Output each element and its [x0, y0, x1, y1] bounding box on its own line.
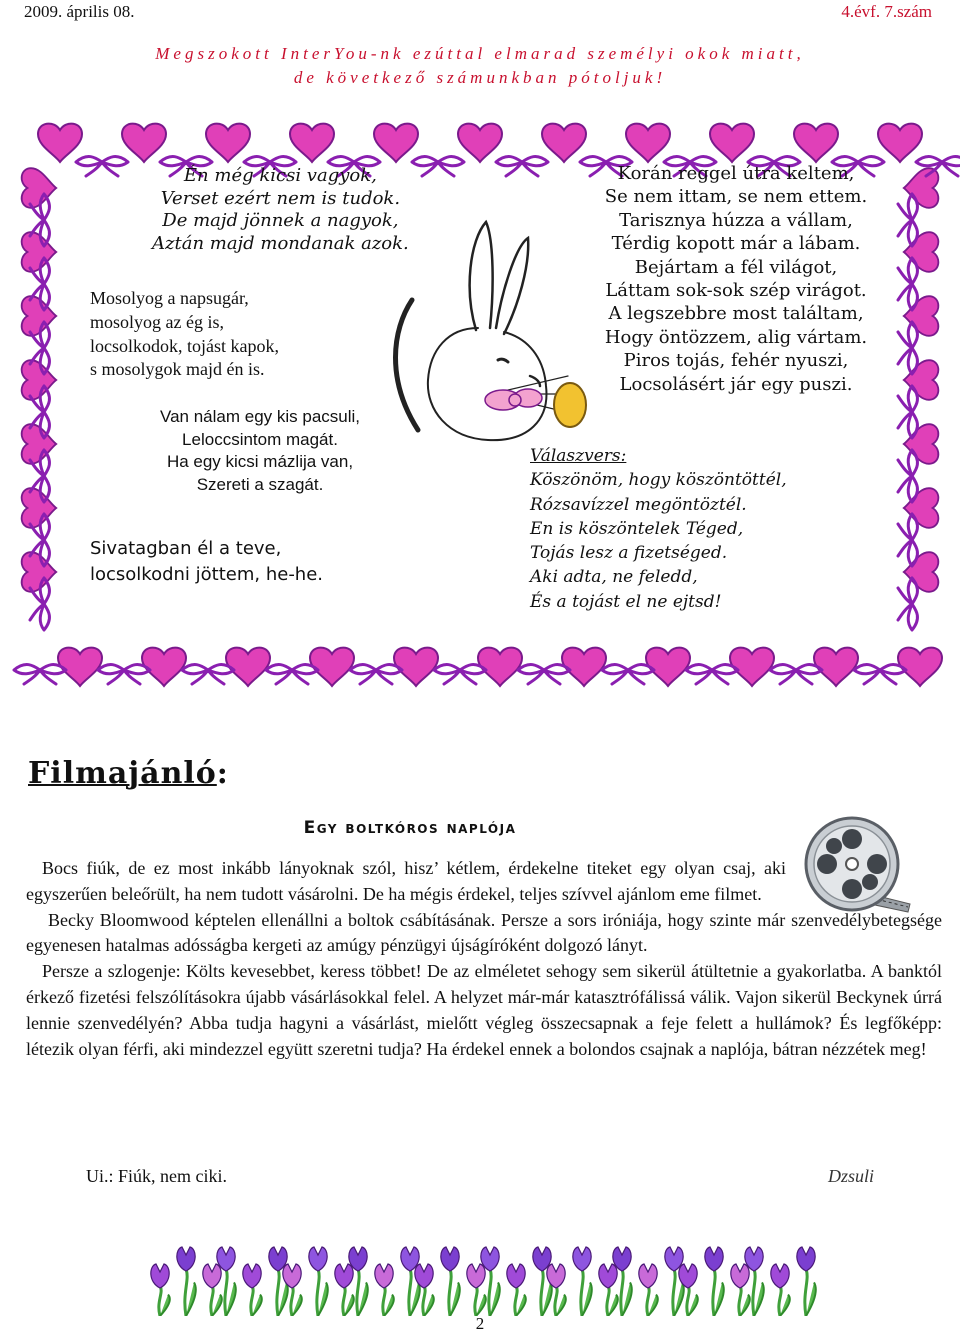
- ribbon-bow-decoration: [182, 665, 234, 684]
- poem-line: Se nem ittam, se nem ettem.: [604, 186, 868, 208]
- heart-decoration: [58, 648, 102, 686]
- ribbon-bow-decoration: [412, 157, 464, 176]
- crocus-bloom: [731, 1264, 749, 1288]
- poem-line: A legszebbre most találtam,: [608, 303, 864, 325]
- crocus-flower-border: [20, 1216, 940, 1316]
- poem-line: locsolkodok, tojást kapok,: [90, 335, 279, 356]
- flower-stem: [687, 1286, 689, 1316]
- film-title: Egy boltkóros naplója: [303, 818, 517, 838]
- heart-decoration: [226, 648, 270, 686]
- flower-stem: [409, 1269, 411, 1316]
- crocus-bloom: [467, 1264, 485, 1288]
- ribbon-bow-decoration: [518, 665, 570, 684]
- poem-line: s mosolygok majd én is.: [90, 359, 265, 380]
- poem-line: Locsolásért jár egy puszi.: [619, 373, 853, 395]
- flower-stem: [621, 1269, 623, 1316]
- heart-decoration: [142, 648, 186, 686]
- ribbon-bow-decoration: [770, 665, 822, 684]
- ribbon-bow-decoration: [898, 194, 917, 246]
- poem-line: Van nálam egy kis pacsuli,: [160, 407, 361, 426]
- flower-stem: [739, 1286, 741, 1316]
- poem-line: Bejártam a fél világot,: [634, 256, 838, 278]
- ribbon-bow-decoration: [434, 665, 486, 684]
- heart-decoration: [542, 124, 586, 162]
- heart-decoration: [898, 648, 942, 686]
- heart-decoration: [22, 424, 57, 464]
- ribbon-bow-decoration: [898, 450, 917, 502]
- reply-poem-label: Válaszvers:: [530, 446, 627, 466]
- ribbon-bow-decoration: [898, 514, 917, 566]
- poem-valaszvers: [530, 444, 787, 614]
- flower-stem: [343, 1286, 345, 1316]
- film-section-heading: [28, 756, 229, 791]
- heart-decoration: [22, 168, 57, 208]
- flower-stem: [383, 1286, 385, 1316]
- article-author: Dzsuli: [827, 1166, 874, 1186]
- heart-decoration: [794, 124, 838, 162]
- poem-line: Leloccsintom magát.: [182, 429, 338, 449]
- ribbon-bow-decoration: [98, 665, 150, 684]
- heart-decoration: [478, 648, 522, 686]
- heart-decoration: [394, 648, 438, 686]
- flower-stem: [475, 1286, 477, 1316]
- poem-line: Rózsavízzel megöntöztél.: [530, 494, 747, 515]
- heart-decoration: [562, 648, 606, 686]
- heart-decoration: [38, 124, 82, 162]
- flower-stem: [251, 1286, 253, 1316]
- flower-stem: [673, 1269, 675, 1316]
- flower-stem: [489, 1269, 491, 1316]
- poem-sivatagban: [90, 536, 323, 587]
- crocus-bloom: [203, 1264, 221, 1288]
- flower-stem: [423, 1286, 425, 1316]
- crocus-bloom: [639, 1264, 657, 1288]
- flower-stem: [779, 1286, 781, 1316]
- heart-decoration: [646, 648, 690, 686]
- crocus-bloom: [441, 1247, 459, 1271]
- poem-pacsuli: [160, 406, 360, 496]
- crocus-bloom: [177, 1247, 195, 1271]
- poem-line: Verset ezért nem is tudok.: [160, 187, 401, 209]
- flower-stem: [277, 1269, 279, 1316]
- poem-line: Köszönöm, hogy köszöntöttél,: [530, 470, 787, 491]
- flower-stem: [317, 1269, 319, 1316]
- flower-stem: [805, 1269, 807, 1316]
- crocus-bloom: [309, 1247, 327, 1271]
- film-review-paragraph-2: Becky Bloomwood képtelen ellenállni a boltok csábításának. Persze a sors iróniája, hogy szinte már szenvedélybetegsége egyenesen hatalmas adósságba kergeti az amúgy pénzügyi újságíróként dolgozó lányt.: [26, 909, 942, 956]
- poem-line: mosolyog az ég is,: [90, 311, 224, 332]
- poem-line: En is köszöntelek Téged,: [530, 518, 744, 539]
- ribbon-bow-decoration: [898, 322, 917, 374]
- poem-line: Térdig kopott már a lábam.: [611, 233, 861, 255]
- ribbon-bow-decoration: [350, 665, 402, 684]
- film-heading-word: Filmajánló: [28, 756, 217, 791]
- issue-date: 2009. április 08.: [24, 2, 135, 21]
- poem-line: Hogy öntözzem, alig vártam.: [604, 326, 868, 348]
- poem-line: locsolkodni jöttem, he-he.: [90, 563, 324, 585]
- heart-decoration: [310, 648, 354, 686]
- flower-stem: [159, 1286, 161, 1316]
- ribbon-bow-decoration: [76, 157, 128, 176]
- heart-decoration: [22, 232, 57, 272]
- ribbon-bow-decoration: [898, 258, 917, 310]
- film-review-body: [26, 856, 942, 1062]
- poem-line: Aztán majd mondanak azok.: [152, 232, 409, 254]
- easter-bunny-illustration: [378, 210, 598, 450]
- ribbon-bow-decoration: [496, 157, 548, 176]
- flower-stem: [225, 1269, 227, 1316]
- heart-decoration: [374, 124, 418, 162]
- poem-line: Szereti a szagát.: [196, 474, 324, 494]
- flower-stem: [581, 1269, 583, 1316]
- flower-stem: [449, 1269, 451, 1316]
- crocus-bloom: [705, 1247, 723, 1271]
- heart-decoration: [710, 124, 754, 162]
- ribbon-bow-decoration: [14, 665, 66, 684]
- heart-decoration: [206, 124, 250, 162]
- crocus-bloom: [243, 1264, 261, 1288]
- poem-line: Ha egy kicsi mázlija van,: [166, 452, 354, 472]
- flower-stem: [185, 1269, 187, 1316]
- poem-line: Tojás lesz a fizetséged.: [530, 543, 728, 564]
- poem-line: Tarisznya húzza a vállam,: [619, 209, 853, 231]
- poem-line: És a tojást el ne ejtsd!: [530, 591, 722, 612]
- heart-decoration: [22, 360, 57, 400]
- heart-decoration: [458, 124, 502, 162]
- flower-stem: [753, 1269, 755, 1316]
- interview-notice-line-2: de következő számunkban pótoljuk!: [293, 68, 667, 87]
- heart-decoration: [122, 124, 166, 162]
- poem-line: De majd jönnek a nagyok,: [162, 210, 399, 231]
- interview-notice-line-1: Megszokott InterYou-nk ezúttal elmarad személyi okok miatt,: [155, 44, 805, 63]
- crocus-bloom: [375, 1264, 393, 1288]
- crocus-bloom: [771, 1264, 789, 1288]
- ribbon-bow-decoration: [898, 578, 917, 630]
- poem-line: Korán reggel útra keltem,: [617, 163, 855, 184]
- flower-stem: [555, 1286, 557, 1316]
- heart-decoration: [814, 648, 858, 686]
- ribbon-bow-decoration: [602, 665, 654, 684]
- ribbon-bow-decoration: [898, 386, 917, 438]
- crocus-bloom: [507, 1264, 525, 1288]
- crocus-bloom: [797, 1247, 815, 1271]
- flower-stem: [211, 1286, 213, 1316]
- flower-stem: [515, 1286, 517, 1316]
- heart-decoration: [730, 648, 774, 686]
- ribbon-bow-decoration: [686, 665, 738, 684]
- heart-decoration: [22, 552, 57, 592]
- postscript: Ui.: Fiúk, nem ciki.: [86, 1166, 227, 1186]
- crocus-bloom: [599, 1264, 617, 1288]
- flower-stem: [291, 1286, 293, 1316]
- poem-line: Piros tojás, fehér nyuszi,: [623, 350, 849, 372]
- flower-stem: [647, 1286, 649, 1316]
- page-number: 2: [475, 1314, 485, 1333]
- poem-mosolyog-a-napsugar: [90, 287, 279, 382]
- flower-stem: [713, 1269, 715, 1316]
- ribbon-bow-decoration: [266, 665, 318, 684]
- crocus-bloom: [151, 1264, 169, 1288]
- poem-line: Én még kicsi vagyok,: [183, 165, 377, 186]
- flower-stem: [607, 1286, 609, 1316]
- crocus-bloom: [335, 1264, 353, 1288]
- poem-line: Mosolyog a napsugár,: [90, 288, 249, 308]
- ribbon-bow-decoration: [854, 665, 906, 684]
- issue-number: 4.évf. 7.szám: [841, 2, 932, 21]
- film-review-paragraph-1: Bocs fiúk, de ez most inkább lányoknak szól, hisz’ kétlem, érdekelne titeket egy olyan csaj, aki egyszerűen beleőrült, ha nem tudott vásárolni. De ha mégis érdekel, teljes szívvel ajánlom eme filmet.: [26, 858, 786, 904]
- heart-decoration: [626, 124, 670, 162]
- film-review-paragraph-3: Persze a szlogenje: Költs kevesebbet, keress többet! De az elméletet sehogy sem sikerül átültetnie a gyakorlatba. A banktól érkező fizetési felszólításokra újabb vásárlásokkal felel. A helyzet már-már katasztrófálissá válik. Vajon sikerül Beckynek úrrá lennie szenvedélyén? Abba tudja hagyni a vásárlást, mielőtt végleg összecsapnak a feje felett a hullámok? És legfőképp: létezik olyan férfi, aki mindezzel együtt szeretni tudja? Ha érdekel ennek a bolondos csajnak a naplója, bátran nézzétek meg!: [26, 961, 942, 1059]
- heart-decoration: [878, 124, 922, 162]
- flower-stem: [541, 1269, 543, 1316]
- flower-stem: [357, 1269, 359, 1316]
- poem-line: Sivatagban él a teve,: [90, 538, 282, 559]
- poem-en-meg-kicsi-vagyok: [152, 165, 409, 255]
- film-heading-colon: :: [216, 756, 229, 791]
- poem-line: Aki adta, ne feledd,: [530, 567, 698, 588]
- poem-koran-reggel: [596, 162, 876, 396]
- crocus-bloom: [573, 1247, 591, 1271]
- heart-decoration: [290, 124, 334, 162]
- poem-line: Láttam sok-sok szép virágot.: [605, 279, 867, 301]
- heart-decoration: [22, 296, 57, 336]
- heart-decoration: [22, 488, 57, 528]
